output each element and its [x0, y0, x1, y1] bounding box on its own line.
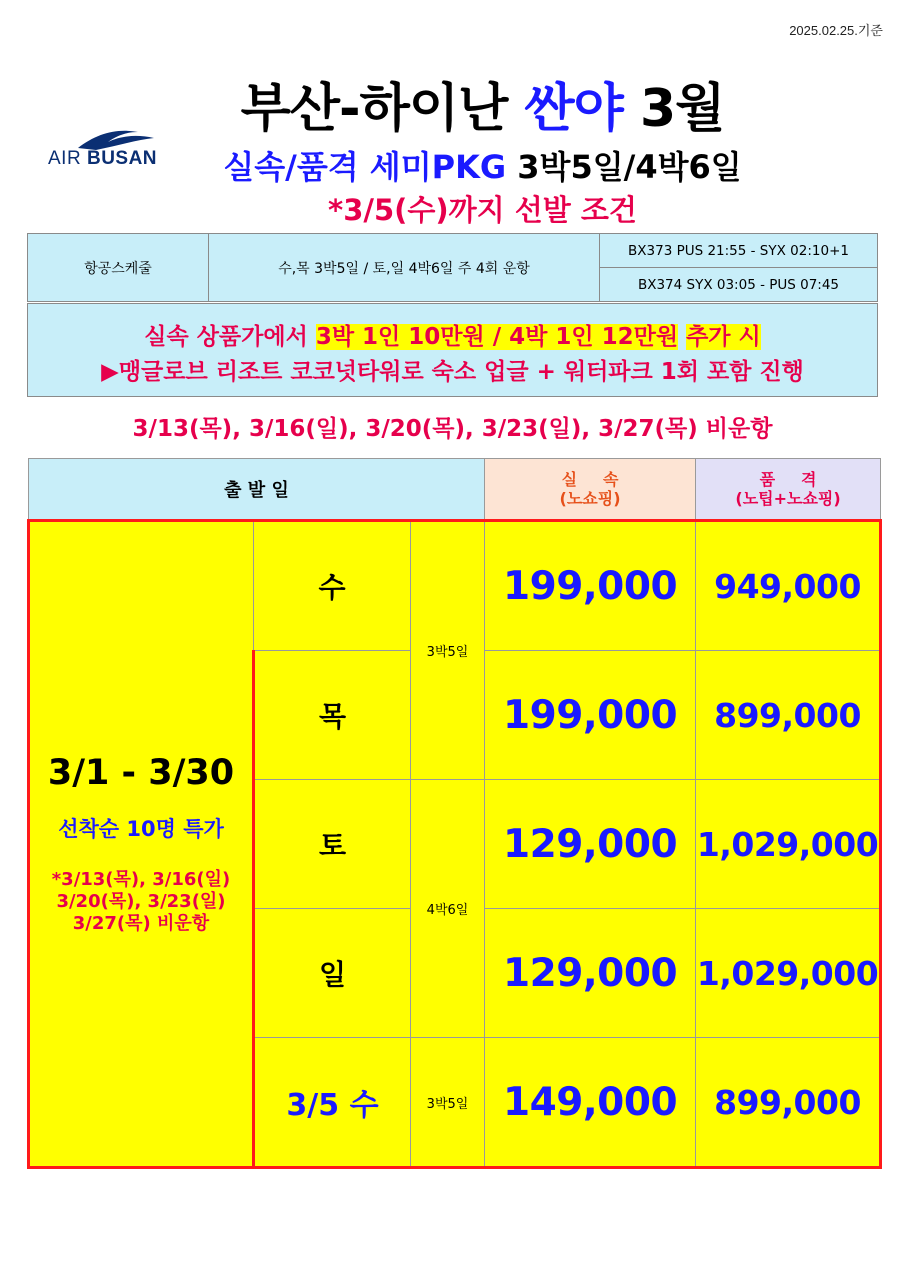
nights-cell: 3박5일	[411, 521, 485, 780]
silsok-price: 199,000	[485, 651, 696, 780]
day-cell: 토	[254, 780, 411, 909]
day-cell: 3/5 수	[254, 1038, 411, 1168]
logo-busan: BUSAN	[86, 148, 158, 169]
range-note-3: 3/27(목) 비운항	[72, 913, 210, 934]
pumgyeok-price: 1,029,000	[696, 780, 881, 909]
title-route: 부산-하이난	[240, 79, 508, 139]
flight-schedule-table	[27, 233, 878, 302]
upgrade-promo	[27, 303, 878, 397]
nights-cell: 3박5일	[411, 1038, 485, 1168]
header-silsok: 실속 (노쇼핑)	[485, 459, 696, 521]
no-operation-dates: 3/13(목), 3/16(일), 3/20(목), 3/23(일), 3/27(목) 비운항	[132, 416, 773, 442]
silsok-price: 129,000	[485, 909, 696, 1038]
header-pumgyeok: 품격 (노팁+노쇼핑)	[696, 459, 881, 521]
schedule-days: 수,목 3박5일 / 토,일 4박6일 주 4회 운항	[209, 234, 600, 302]
subtitle-duration: 3박5일/4박6일	[517, 148, 742, 186]
pumgyeok-price: 899,000	[696, 651, 881, 780]
day-cell: 수	[254, 521, 411, 651]
promo-line1-pre: 실속 상품가에서	[144, 324, 308, 350]
booking-condition: *3/5(수)까지 선발 조건	[328, 193, 637, 227]
subtitle-types: 실속/품격 세미PKG	[223, 148, 507, 186]
nights-cell: 4박6일	[411, 780, 485, 1038]
departure-range: 3/1 - 3/30	[47, 753, 235, 793]
pumgyeok-price: 899,000	[696, 1038, 881, 1168]
flight-outbound: BX373 PUS 21:55 - SYX 02:10+1	[600, 234, 878, 268]
price-table	[27, 458, 882, 1169]
promo-line1-post: 추가 시	[686, 324, 761, 350]
range-note-1: *3/13(목), 3/16(일)	[51, 869, 231, 890]
range-promo: 선착순 10명 특가	[58, 817, 224, 841]
subtitle	[0, 142, 905, 188]
title-cheap: 싼야	[524, 79, 623, 139]
promo-line1-highlight: 3박 1인 10만원 / 4박 1인 12만원	[315, 324, 679, 350]
silsok-price: 199,000	[485, 521, 696, 651]
departure-range-cell	[29, 521, 254, 1168]
silsok-price: 129,000	[485, 780, 696, 909]
page-title	[0, 66, 905, 141]
day-cell: 목	[254, 651, 411, 780]
pumgyeok-price: 1,029,000	[696, 909, 881, 1038]
range-note-2: 3/20(목), 3/23(일)	[56, 891, 226, 912]
promo-line2: ▶맹글로브 리조트 코코넛타워로 숙소 업글 + 워터파크 1회 포함 진행	[101, 359, 804, 385]
date-reference: 2025.02.25.기준	[789, 23, 883, 38]
day-cell: 일	[254, 909, 411, 1038]
header-departure: 출 발 일	[29, 459, 485, 521]
pumgyeok-price: 949,000	[696, 521, 881, 651]
logo-air: AIR	[48, 148, 82, 169]
title-month: 3월	[640, 79, 725, 139]
silsok-price: 149,000	[485, 1038, 696, 1168]
schedule-label: 항공스케줄	[28, 234, 209, 302]
flight-return: BX374 SYX 03:05 - PUS 07:45	[600, 268, 878, 302]
